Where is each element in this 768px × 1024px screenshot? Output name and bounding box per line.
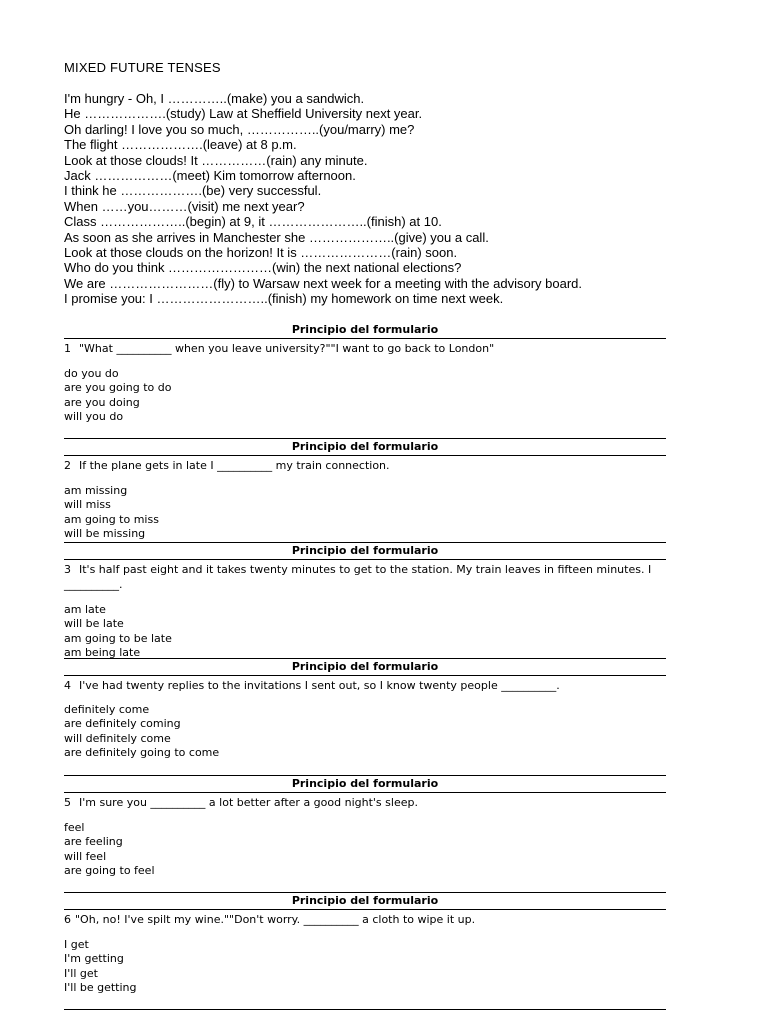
answer-option[interactable]: I'll be getting (64, 981, 137, 995)
question-text (64, 795, 666, 810)
form-end-divider (64, 1009, 666, 1010)
answer-option[interactable]: are feeling (64, 835, 123, 849)
sentence-2: He ……………….(study) Law at Sheffield University next year. (64, 106, 423, 122)
answer-option[interactable]: I'm getting (64, 952, 124, 966)
sentence-14: I promise you: I ……………………..(finish) my homework on time next week. (64, 291, 504, 307)
answer-option[interactable]: do you do (64, 367, 119, 380)
answer-option[interactable]: am being late (64, 646, 141, 660)
answer-option[interactable]: I get (64, 938, 89, 951)
answer-option[interactable]: are you going to do (64, 381, 172, 395)
sentence-13: We are ……………………(fly) to Warsaw next week for a meeting with the advisory board. (64, 275, 583, 291)
worksheet-title: MIXED FUTURE TENSES (64, 60, 221, 75)
answer-option[interactable]: are you doing (64, 395, 140, 409)
question-text (64, 678, 666, 693)
sentence-8: When ……you………(visit) me next year? (64, 198, 305, 214)
answer-option[interactable]: am going to miss (64, 512, 159, 526)
question-prompt: I've had twenty replies to the invitations I sent out, so I know twenty people __________. (79, 679, 560, 692)
question-number: 3 (64, 563, 71, 576)
answer-option[interactable]: will be late (64, 617, 124, 631)
answer-option[interactable]: am going to be late (64, 631, 172, 645)
form-header: Principio del formulario (64, 659, 666, 676)
sentence-5: Look at those clouds! It ……………(rain) any minute. (64, 152, 368, 168)
sentence-3: Oh darling! I love you so much, ……………..(you/marry) me? (64, 121, 415, 137)
question-number: 5 (64, 796, 71, 809)
answer-option[interactable]: will miss (64, 498, 111, 512)
sentence-6: Jack ………………(meet) Kim tomorrow afternoon. (64, 168, 356, 184)
answer-option[interactable]: will you do (64, 410, 124, 424)
answer-option[interactable]: feel (64, 821, 85, 834)
question-prompt: It's half past eight and it takes twenty minutes to get to the station. My train leaves in fifteen minutes. I __________. (64, 563, 652, 591)
question-text (64, 341, 666, 356)
sentence-7: I think he ……………….(be) very successful. (64, 183, 322, 199)
quiz-block-5 (64, 775, 666, 879)
question-number: 1 (64, 342, 71, 355)
answer-options (64, 367, 666, 425)
form-header: Principio del formulario (64, 322, 666, 339)
question-number: 6 (64, 913, 71, 926)
question-number: 4 (64, 679, 71, 692)
question-text (64, 458, 666, 473)
question-prompt: If the plane gets in late I __________ my train connection. (79, 459, 390, 472)
answer-options (64, 938, 666, 996)
fill-in-sentences (64, 91, 744, 307)
sentence-10: As soon as she arrives in Manchester she ………………..(give) you a call. (64, 229, 489, 245)
answer-option[interactable]: I'll get (64, 966, 98, 980)
quiz-block-1 (64, 322, 666, 425)
form-header: Principio del formulario (64, 439, 666, 456)
answer-options (64, 821, 666, 879)
quiz-block-3 (64, 542, 666, 661)
quiz-block-2 (64, 438, 666, 542)
answer-option[interactable]: will definitely come (64, 731, 171, 745)
answer-option[interactable]: am missing (64, 484, 128, 497)
question-prompt: "Oh, no! I've spilt my wine.""Don't worry. __________ a cloth to wipe it up. (75, 913, 476, 926)
answer-options (64, 603, 666, 661)
form-header: Principio del formulario (64, 543, 666, 560)
answer-option[interactable]: will be missing (64, 527, 146, 541)
sentence-12: Who do you think ……………………(win) the next national elections? (64, 260, 462, 276)
answer-option[interactable]: are definitely going to come (64, 746, 220, 760)
answer-option[interactable]: am late (64, 603, 106, 616)
sentence-1: I'm hungry - Oh, I …………..(make) you a sandwich. (64, 91, 365, 106)
answer-option[interactable]: are going to feel (64, 864, 155, 878)
question-prompt: I'm sure you __________ a lot better after a good night's sleep. (79, 796, 418, 809)
question-prompt: "What __________ when you leave university?""I want to go back to London" (79, 342, 495, 355)
form-header: Principio del formulario (64, 893, 666, 910)
form-header: Principio del formulario (64, 776, 666, 793)
answer-option[interactable]: will feel (64, 849, 107, 863)
quiz-block-4 (64, 658, 666, 761)
sentence-11: Look at those clouds on the horizon! It is …………………(rain) soon. (64, 245, 458, 261)
sentence-9: Class ………………..(begin) at 9, it …………………..(finish) at 10. (64, 214, 442, 230)
question-text (64, 562, 666, 592)
answer-option[interactable]: are definitely coming (64, 717, 181, 731)
question-text (64, 912, 666, 927)
answer-option[interactable]: definitely come (64, 703, 150, 716)
answer-options (64, 703, 666, 761)
answer-options (64, 484, 666, 542)
quiz-block-6 (64, 892, 666, 996)
sentence-4: The flight ……………….(leave) at 8 p.m. (64, 137, 297, 153)
question-number: 2 (64, 459, 71, 472)
